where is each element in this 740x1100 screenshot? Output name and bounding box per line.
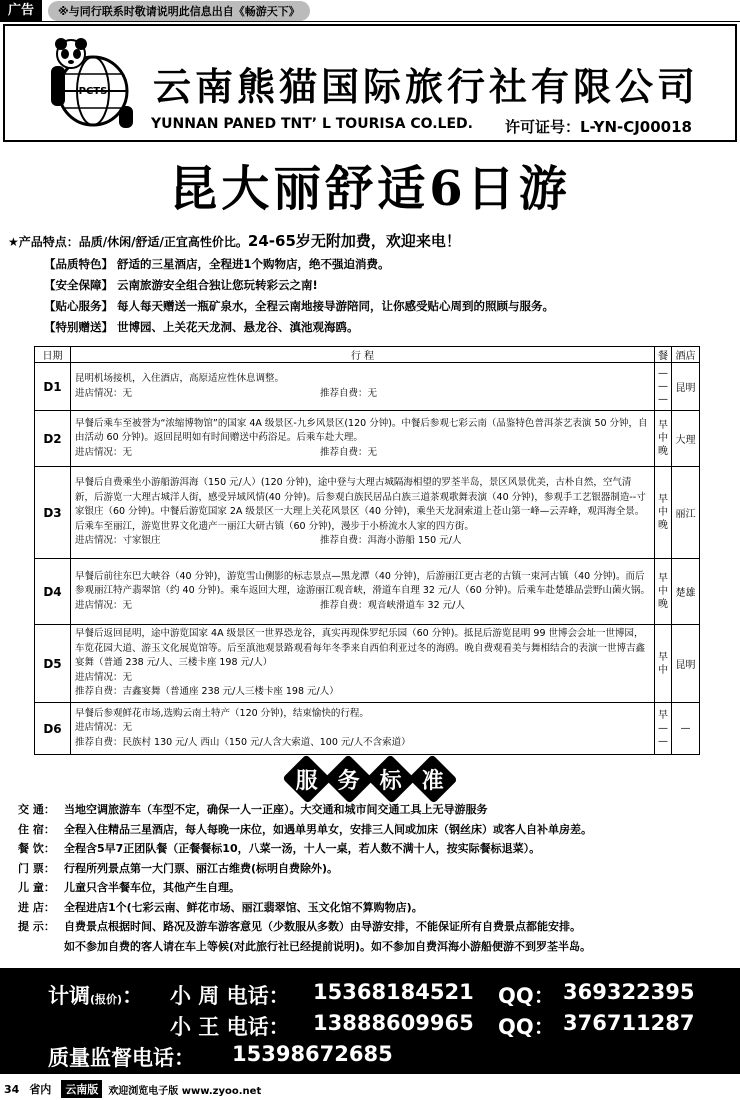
hotel-cell: 丽江 [672,467,700,559]
product-features [8,230,734,335]
table-row [35,559,700,625]
plan-cell [71,559,655,625]
feature-label: 【贴心服务】 [44,299,113,313]
shop-info: 进店情况：无 [75,387,133,399]
feature-row [44,298,734,314]
page-number: 34 [4,1082,20,1096]
optional-info: 推荐自费：无 [320,387,378,399]
table-row [35,703,700,755]
tour-title: 昆大丽舒适6日游 [169,161,571,217]
plan-text: 昆明机场接机，入住酒店，高原适应性休息调整。 [75,373,285,384]
itinerary-table [34,346,700,755]
optional-info: 推荐自费：吉鑫宴舞（普通座 238 元/人三楼卡座 198 元/人） [75,686,339,698]
optional-info: 推荐自费：洱海小游船 150 元/人 [320,535,462,547]
meal-cell: 早 中 晚 [655,559,672,625]
edition-badge: 云南版 [61,1080,102,1098]
shop-info: 进店情况：寸家银庄 [75,535,161,547]
service-item-tickets: 门 票： 行程所列景点第一大门票、丽江古维费(标明自费除外)。 [18,861,339,875]
feature-text: 舒适的三星酒店，全程进1个购物店，绝不强迫消费。 [117,257,390,271]
contact-name-wang: 小 王 电话： [170,1015,290,1039]
source-notice: ※与同行联系时敬请说明此信息出自《畅游天下》 [48,1,310,21]
day-cell: D6 [35,703,71,755]
day-cell: D3 [35,467,71,559]
table-row [35,625,700,703]
quality-supervision-label: 质量监督电话： [48,1046,195,1070]
service-item-transport: 交 通： 当地空调旅游车（车型不定，确保一人一正座）。大交通和城市间交通工具上无导游服务 [18,803,488,816]
company-header [3,24,737,142]
table-header-row [35,347,700,363]
hotel-cell: 大理 [672,411,700,467]
ad-label: 广告 [0,0,42,22]
top-banner [0,0,740,22]
feature-row [44,319,734,335]
plan-cell [71,363,655,411]
feature-main-highlight: 24-65岁无附加费，欢迎来电！ [247,232,461,250]
meal-cell: 早 中 晚 [655,467,672,559]
contact-qq-wang[interactable]: 376711287 [563,1011,695,1035]
service-item-children: 儿 童： 儿童只含半餐车位，其他产生自理。 [18,881,240,894]
meal-cell: — — — [655,363,672,411]
service-title-char: 务 [324,754,373,803]
service-standard-title [0,762,740,796]
service-item-lodging: 住 宿： 全程入住精品三星酒店，每人每晚一床位，如遇单男单女，安排三人间或加床（钢丝床）或客人自补单房差。 [18,822,592,836]
contact-name-zhou: 小 周 电话： [170,984,290,1008]
service-item-tips: 提 示： 自费景点根据时间、路况及游车游客意见（少数服从多数）由导游安排，不能保证所有自费景点都能安排。 [18,920,581,933]
service-item-shopping: 进 店： 全程进店1个(七彩云南、鲜花市场、丽江翡翠馆、玉文化馆不算购物店)。 [18,900,423,914]
day-cell: D1 [35,363,71,411]
page-footer [0,1078,740,1100]
service-item-tips-continued: 如不参加自费的客人请在车上等候(对此旅行社已经提前说明)。如不参加自费洱海小游船便游不到罗荃半岛。 [64,939,592,953]
day-cell: D5 [35,625,71,703]
shop-info: 进店情况：无 [75,446,133,458]
hotel-cell: 昆明 [672,625,700,703]
quality-supervision-phone[interactable]: 15398672685 [232,1042,393,1066]
contact-qq-label: QQ： [498,984,555,1008]
hotel-cell: 昆明 [672,363,700,411]
feature-text: 每人每天赠送一瓶矿泉水，全程云南地接导游陪同，让你感受贴心周到的照顾与服务。 [117,299,554,313]
feature-row [44,256,734,272]
feature-text: 世博园、上关花天龙洞、悬龙谷、滇池观海鸥。 [117,320,359,334]
header-meal: 餐 [655,347,672,363]
meal-cell: 早 — — [655,703,672,755]
table-row [35,411,700,467]
feature-text: 云南旅游安全组合独让您玩转彩云之南! [117,278,318,292]
contact-panel [0,968,740,1074]
feature-label: 【品质特色】 [44,257,113,271]
service-standards [18,800,734,956]
header-hotel: 酒店 [672,347,700,363]
plan-text: 早餐后返回昆明，途中游览国家 4A 级景区一世界恐龙谷，真实再现侏罗纪乐园（60 分钟)。抵昆后游览昆明 99 世博会会址一世博园，车览花园大道、游玉文化展览馆等。后至滇池观景路观看每年冬季来自西伯利亚过冬的海鸥。晚自费观看美与舞相结合的表演一世博吉鑫宴舞（普通 238 元/人、三楼卡座 198 元/人） [75,628,646,669]
shop-info: 进店情况：无 [75,599,133,611]
hotel-cell: 楚雄 [672,559,700,625]
feature-main-text: ★产品特点：品质/休闲/舒适/正宜高性价比。 [8,235,248,249]
plan-text: 早餐后参观鲜花市场,选购云南土特产（120 分钟)，结束愉快的行程。 [75,707,369,719]
plan-text: 早餐后自费乘坐小游船游洱海（150 元/人）(120 分钟)，途中登与大理古城隔海相望的罗荃半岛，景区风景优美，古朴自然，空气清新，后游览一大理古城洋人街，感受异域风情(40 分钟)。后参观白族民居品白族三道茶观歌舞表演（40 分钟)，参观手工艺银器制造--寸家银庄（60 分钟)。中餐后游览国家 2A 级景区一大理上关花风景区（40 分钟)，乘坐天龙洞索道上苍山第一峰—云弄峰，观洱海全景。后乘车至丽江，游览世界文化遗产一丽江大研古镇（60 分钟)，漫步于小桥流水人家的四方街。 [75,477,646,532]
company-name-en: YUNNAN PANED TNT’ L TOURISA CO.LED. [151,116,473,132]
plan-cell [71,467,655,559]
plan-cell [71,625,655,703]
optional-info: 推荐自费：观音峡滑道车 32 元/人 [320,599,465,611]
meal-cell: 早 中 晚 [655,411,672,467]
meal-cell: 早 中 [655,625,672,703]
hotel-cell: — [672,703,700,755]
feature-main [8,230,734,251]
contact-label-planner: 计调(报价)： [48,984,144,1008]
day-cell: D4 [35,559,71,625]
service-title-char: 标 [366,754,415,803]
header-day: 日期 [35,347,71,363]
service-title-char: 服 [282,754,331,803]
plan-cell [71,703,655,755]
feature-row [44,277,734,293]
plan-text: 早餐后前往东巴大峡谷（40 分钟)，游览雪山侧影的标志景点—黑龙潭（40 分钟)，后游丽江更古老的古镇一束河古镇（40 分钟)。而后参观丽江特产翡翠馆（约 40 分钟)。乘车返回大理，途游丽江观音峡，滑道车自理 32 元/人（60 分钟)。后乘车赴楚雄品尝野山菌火锅。 [75,570,650,597]
license-number: 许可证号：L-YN-CJ00018 [505,118,692,136]
day-cell: D2 [35,411,71,467]
header-plan: 行 程 [71,347,655,363]
shop-info: 进店情况：无 [75,722,133,734]
contact-phone-wang[interactable]: 13888609965 [313,1011,474,1035]
contact-phone-zhou[interactable]: 15368184521 [313,980,474,1004]
contact-qq-zhou[interactable]: 369322395 [563,980,695,1004]
table-row [35,363,700,411]
panda-globe-logo-icon [41,36,141,136]
website-link[interactable]: 欢迎浏览电子版 www.zyoo.net [108,1085,262,1097]
section-name: 省内 [29,1083,52,1096]
optional-info: 推荐自费：民族村 130 元/人 西山（150 元/人含大索道、100 元/人不含索道） [75,736,411,748]
shop-info: 进店情况：无 [75,671,133,683]
feature-label: 【安全保障】 [44,278,113,292]
plan-text: 早餐后乘车至被誉为“浓缩博物馆”的国家 4A 级景区-九乡风景区(120 分钟)。中餐后参观七彩云南（品鉴特色普洱茶艺表演 50 分钟，自由活动 60 分钟)。返回昆明如有时间赠送中药浴足。后乘车赴大理。 [75,417,648,444]
service-title-char: 准 [408,754,457,803]
feature-label: 【特别赠送】 [44,320,113,334]
service-item-meals: 餐 饮： 全程含5早7正团队餐（正餐餐标10，八菜一汤，十人一桌，若人数不满十人，按实际餐标退菜）。 [18,842,541,855]
company-name-cn: 云南熊猫国际旅行社有限公司 [153,65,700,109]
table-row [35,467,700,559]
logo-text: PCTS [78,86,108,97]
contact-qq-label: QQ： [498,1015,555,1039]
optional-info: 推荐自费：无 [320,446,378,458]
plan-cell [71,411,655,467]
